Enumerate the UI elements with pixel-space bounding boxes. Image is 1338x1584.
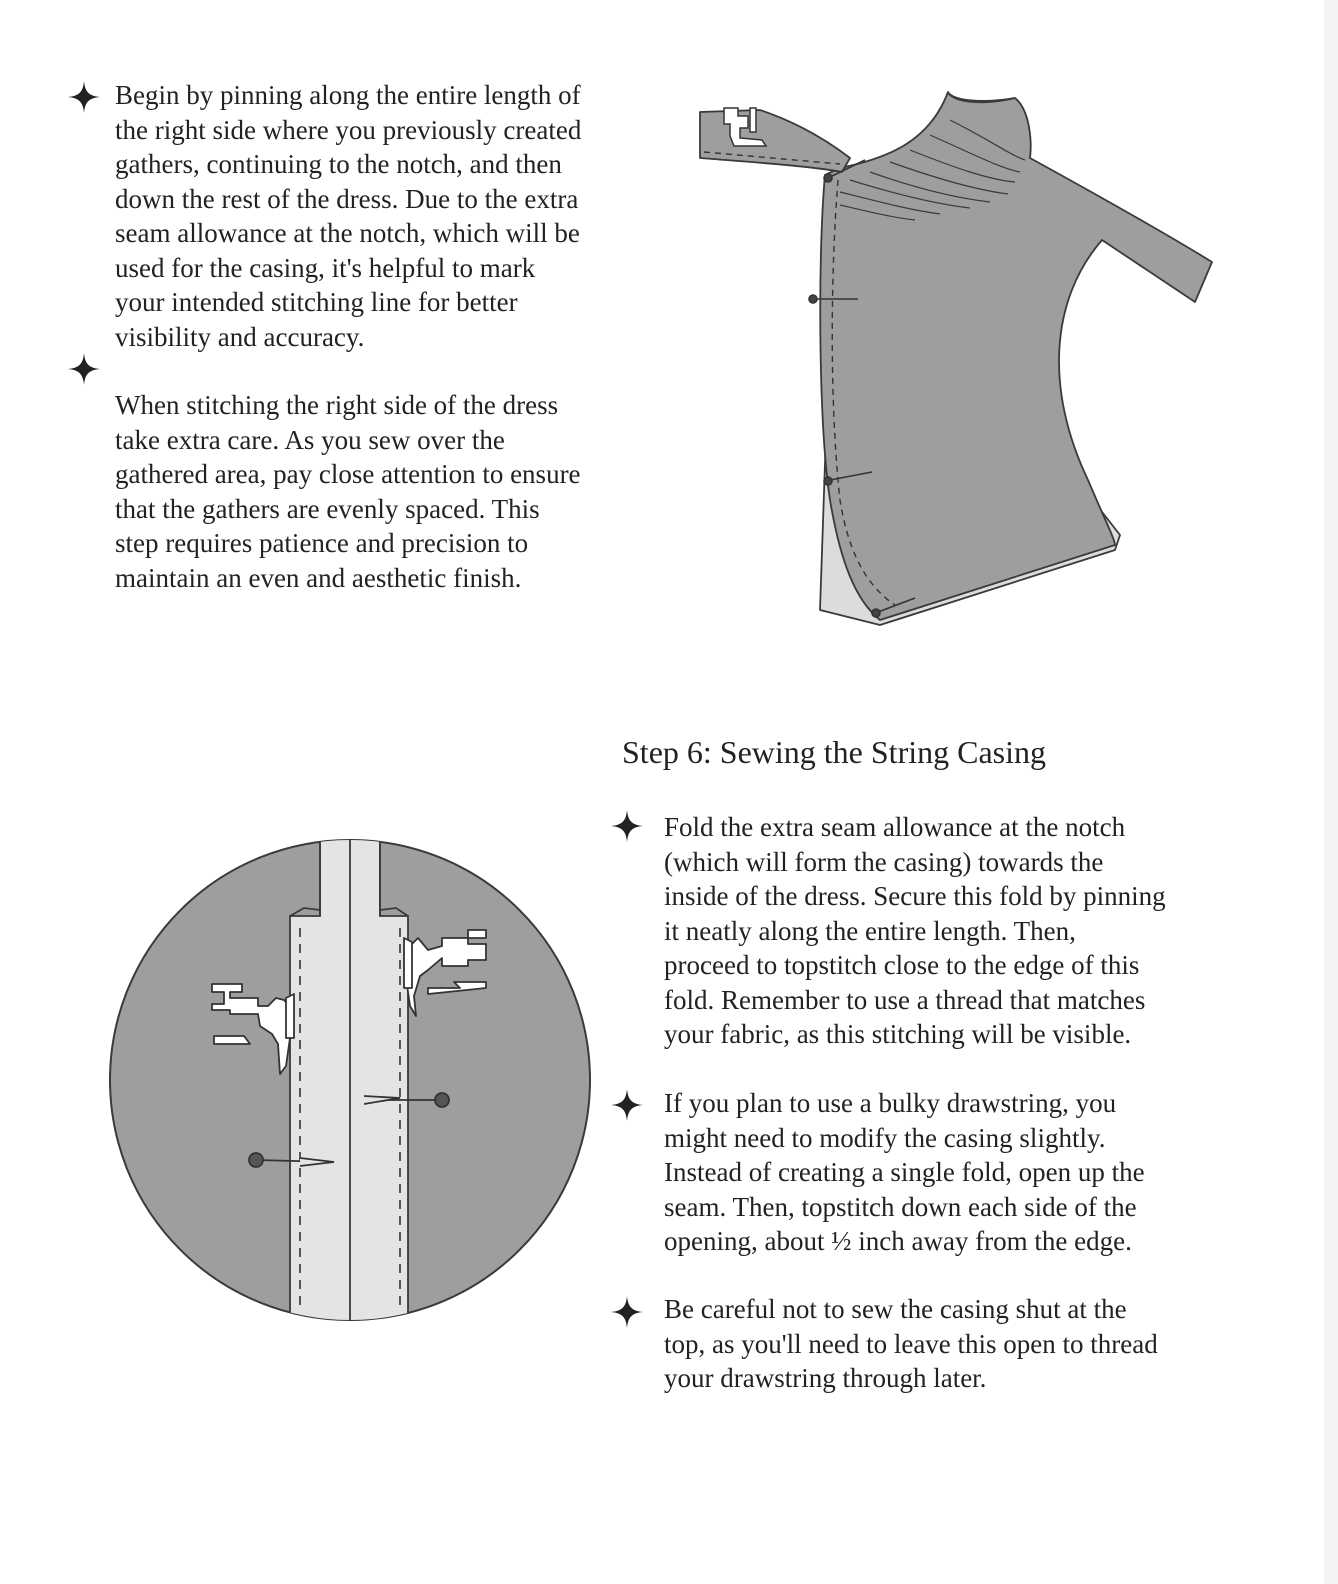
- dress-pinning-illustration: [690, 80, 1230, 640]
- step-6-bullet-caution: Be careful not to sew the casing shut at the top, as you'll need to leave this open to thread your drawstring through later.: [664, 1294, 1158, 1393]
- star-bullet-icon: [611, 1296, 643, 1328]
- instruction-paragraph-stitching: When stitching the right side of the dress take extra care. As you sew over the gathered area, pay close attention to ensure that the gathers are evenly spaced. This step requires patience and precision to maintain an even and aesthetic finish.: [115, 390, 581, 593]
- dress-diagram: [690, 80, 1230, 640]
- star-bullet-icon: [68, 81, 100, 113]
- star-bullet-icon: [611, 1089, 643, 1121]
- step-6-bullet-drawstring: If you plan to use a bulky drawstring, you might need to modify the casing slightly. Instead of creating a single fold, open up the seam. Then, topstitch down each side of the opening, about ½ inch away from the edge.: [664, 1088, 1145, 1256]
- page-edge: [1324, 0, 1338, 1584]
- instruction-paragraph-pinning: Begin by pinning along the entire length of the right side where you previously created gathers, continuing to the notch, and then down the rest of the dress. Due to the extra seam allowance at the notch, which will be used for the casing, it's helpful to mark your intended stitching line for better visibility and accuracy.: [115, 80, 582, 352]
- star-bullet-icon: [68, 353, 100, 385]
- casing-closeup-diagram: [108, 838, 592, 1322]
- casing-detail-illustration: [108, 838, 592, 1322]
- step-6-bullet-fold: Fold the extra seam allowance at the notch (which will form the casing) towards the inside of the dress. Secure this fold by pinning it neatly along the entire length. Then, proceed to topstitch close to the edge of this fold. Remember to use a thread that matches your fabric, as this stitching will be visible.: [664, 812, 1166, 1049]
- step-6-heading: Step 6: Sewing the String Casing: [622, 734, 1046, 770]
- star-bullet-icon: [611, 810, 643, 842]
